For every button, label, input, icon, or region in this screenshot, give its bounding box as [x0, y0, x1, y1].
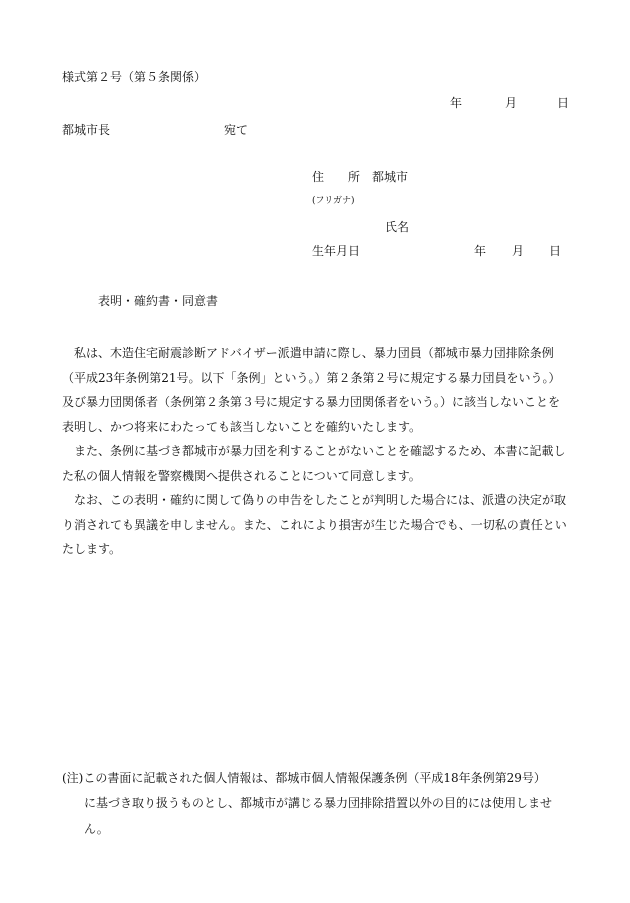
form-number: 様式第２号（第５条関係） [62, 70, 207, 84]
document-title: 表明・確約書・同意書 [98, 294, 219, 308]
address-label: 住 所 [312, 170, 361, 184]
body-paragraph-2: また、条例に基づき都城市が暴力団を利することがないことを確認するため、本書に記載した私の個人情報を警察機関へ提供されることについて同意します。 [62, 444, 566, 483]
date-day-label: 日 [557, 96, 570, 110]
footnote-line-1: (注)この書面に記載された個人情報は、都城市個人情報保護条例（平成18年条例第29号） [62, 771, 546, 785]
footnote [62, 766, 570, 842]
birth-year-label: 年 [474, 244, 487, 258]
addressee-honorific: 宛て [224, 123, 249, 137]
body-text [62, 341, 570, 562]
birth-day-label: 日 [549, 244, 562, 258]
birth-month-label: 月 [512, 244, 525, 258]
body-paragraph-1: 私は、木造住宅耐震診断アドバイザー派遣申請に際し、暴力団員（都城市暴力団排除条例（平成23年条例第21号。以下「条例」という。）第２条第２号に規定する暴力団員をいう。）及び暴力団関係者（条例第２条第３号に規定する暴力団関係者をいう。）に該当しないことを表明し、かつ将来にわたっても該当しないことを確約いたします。 [62, 346, 561, 434]
birthdate-label: 生年月日 [312, 244, 361, 258]
furigana-label: (フリガナ) [312, 196, 355, 206]
date-year-label: 年 [450, 96, 463, 110]
name-label: 氏名 [385, 220, 410, 234]
addressee-name: 都城市長 [62, 123, 111, 137]
date-month-label: 月 [505, 96, 518, 110]
footnote-rest: に基づき取り扱うものとし、都城市が講じる暴力団排除措置以外の目的には使用しません。 [84, 796, 553, 836]
body-paragraph-3: なお、この表明・確約に関して偽りの申告をしたことが判明した場合には、派遣の決定が取り消されても異議を申しません。また、これにより損害が生じた場合でも、一切私の責任といたします。 [62, 493, 567, 556]
address-value: 都城市 [372, 170, 409, 184]
